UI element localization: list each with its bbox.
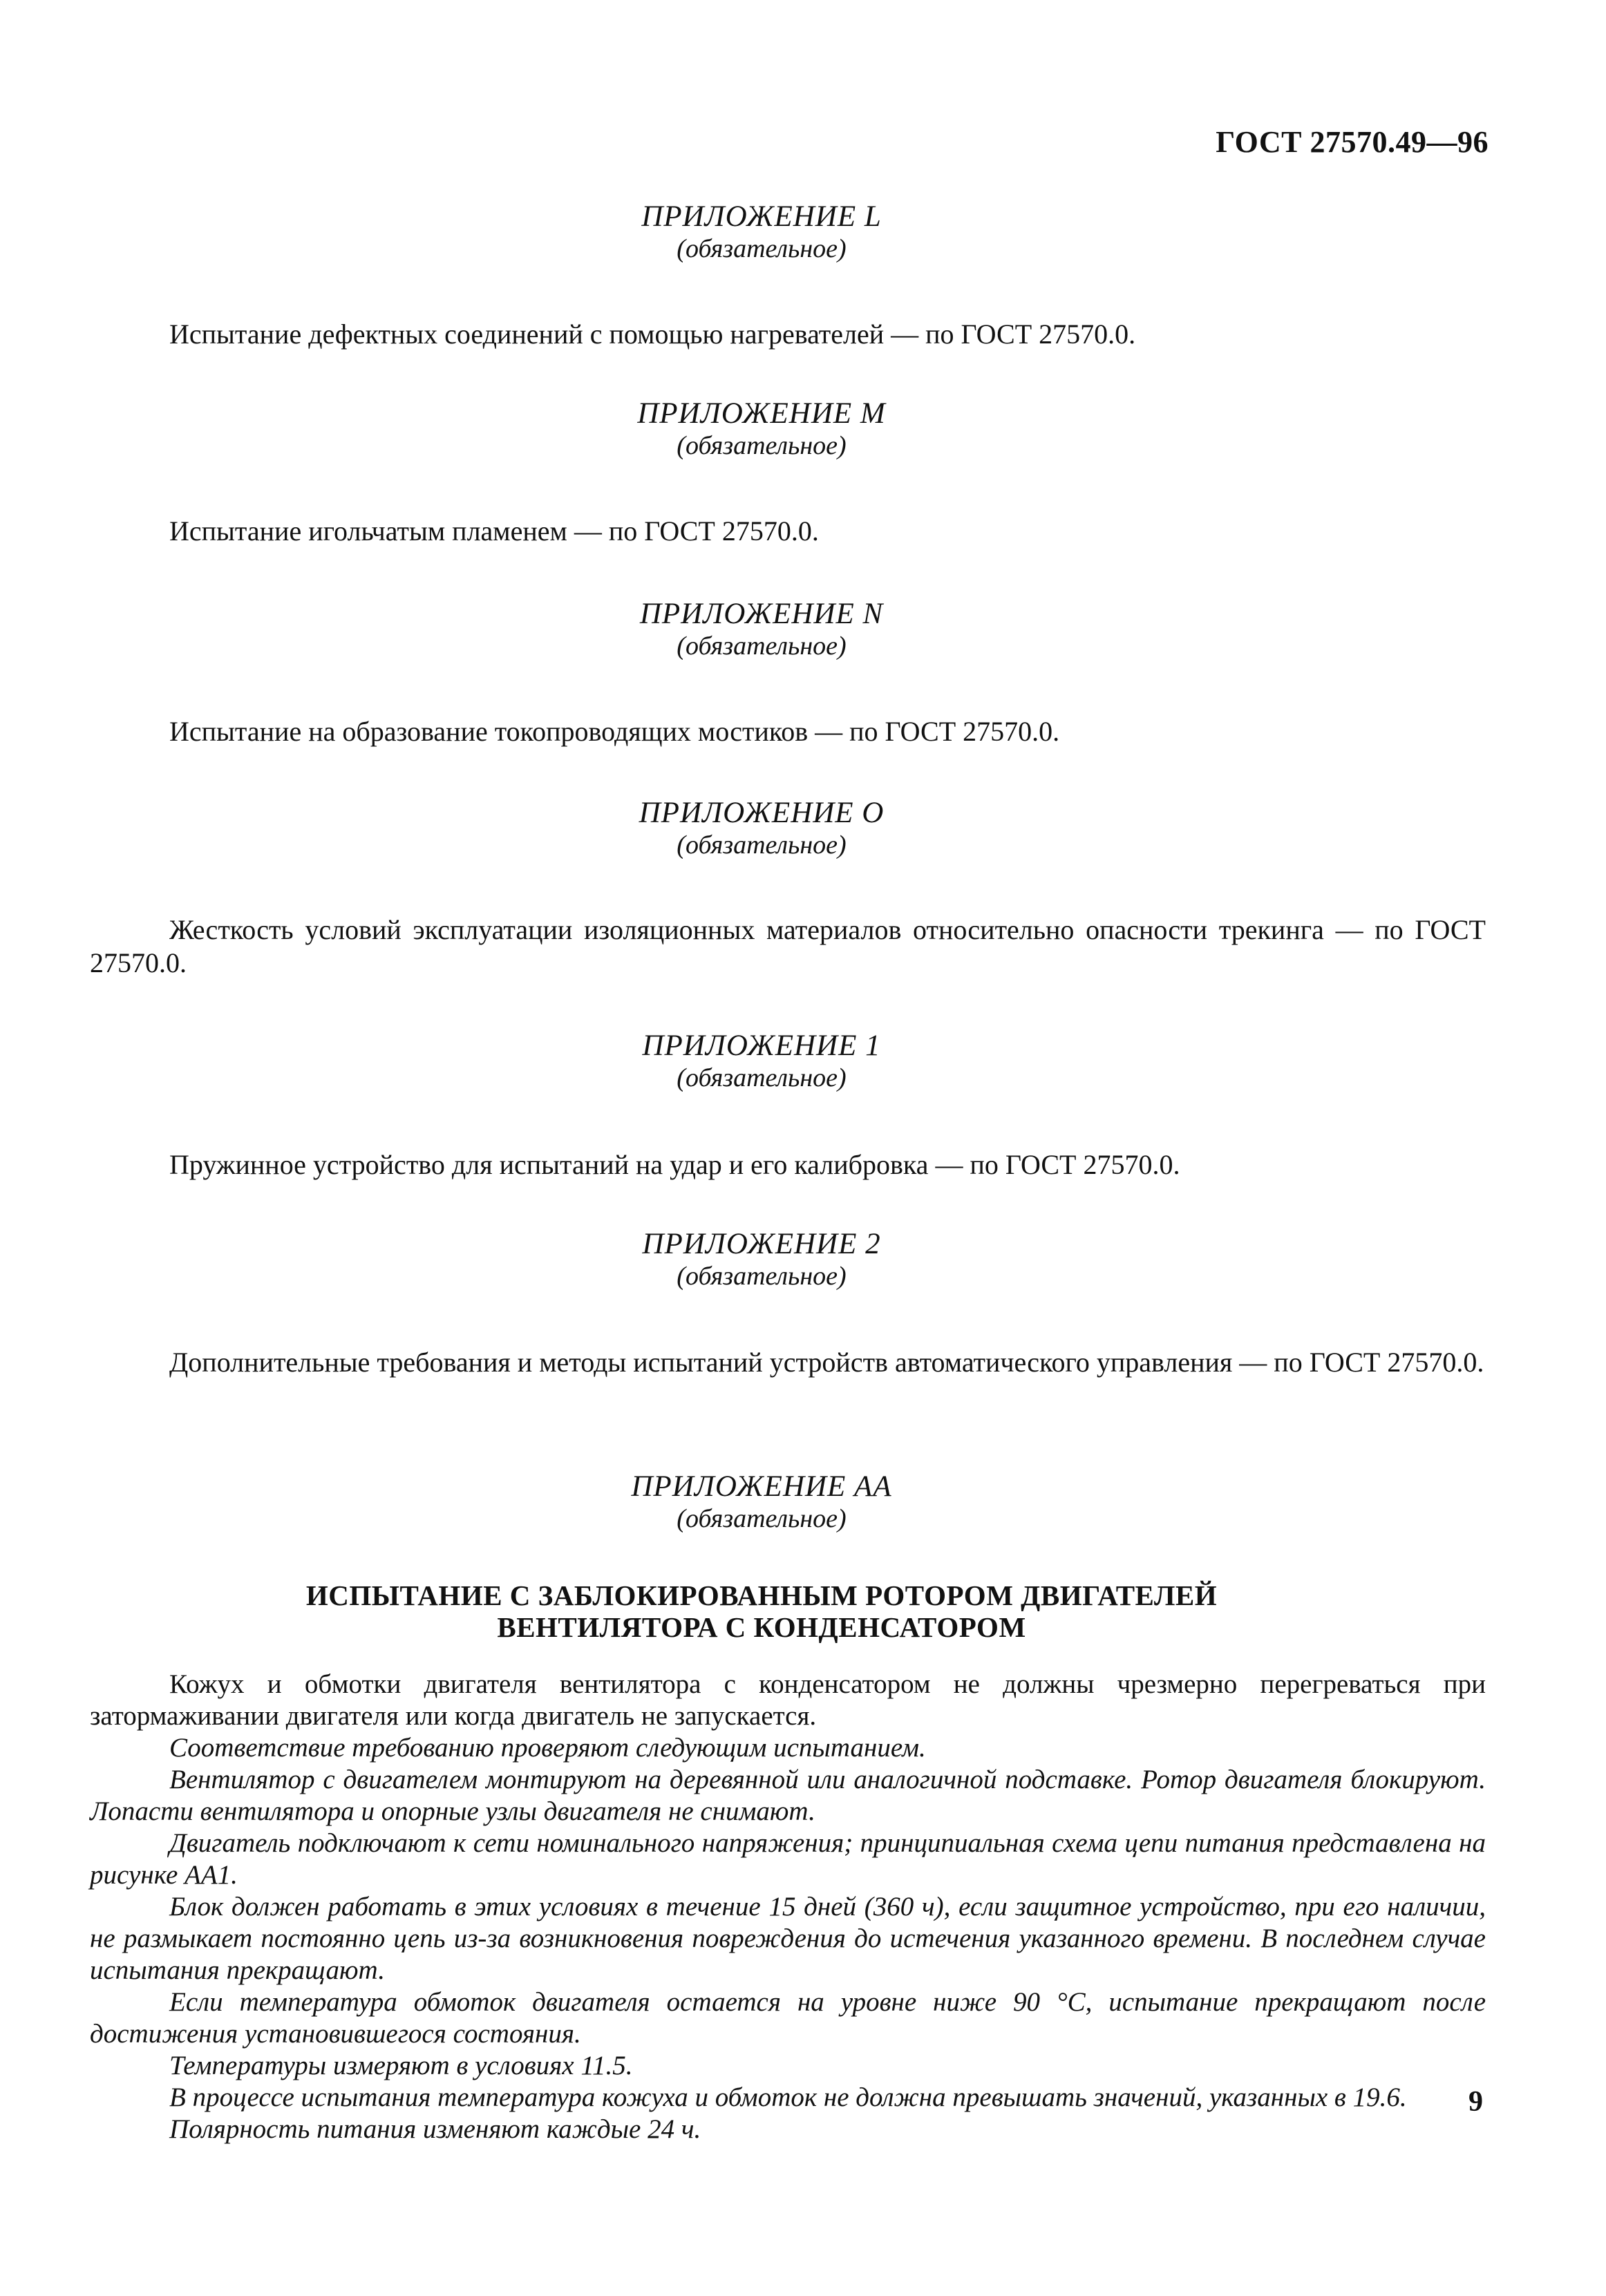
appendix-heading-m (0, 397, 1565, 461)
paragraph-8: В процессе испытания температура кожуха и обмоток не должна превышать значений, указанных в 19.6. (169, 2082, 1407, 2112)
appendix-note: (обязательное) (677, 1262, 847, 1291)
appendix-note: (обязательное) (677, 1504, 847, 1533)
page-number: 9 (1468, 2086, 1483, 2118)
appendix-text-m: Испытание игольчатым пламенем — по ГОСТ 27570.0. (169, 515, 819, 547)
appendix-note: (обязательное) (677, 831, 847, 860)
paragraph-4: Двигатель подключают к сети номинального напряжения; принципиальная схема цепи питания представлена на рисунке АА1. (90, 1828, 1486, 1890)
appendix-heading-aa (0, 1470, 1565, 1534)
appendix-title: ПРИЛОЖЕНИЕ L (641, 200, 882, 233)
appendix-note: (обязательное) (677, 234, 847, 263)
appendix-note: (обязательное) (677, 632, 847, 661)
section-title (0, 1579, 1565, 1643)
appendix-text-n: Испытание на образование токопроводящих мостиков — по ГОСТ 27570.0. (169, 716, 1060, 747)
section-body (90, 1669, 1486, 2145)
paragraph-7: Температуры измеряют в условиях 11.5. (169, 2051, 633, 2080)
paragraph-5: Блок должен работать в этих условиях в течение 15 дней (360 ч), если защитное устройство, при его наличии, не размыкает постоянно цепь из-за возникновения повреждения до истечения указанного времени. В последнем случае испытания прекращают. (90, 1892, 1486, 1985)
appendix-title: ПРИЛОЖЕНИЕ N (639, 598, 884, 630)
document-code: ГОСТ 27570.49—96 (1216, 125, 1489, 159)
appendix-heading-1 (0, 1030, 1565, 1093)
appendix-note: (обязательное) (677, 1063, 847, 1092)
appendix-title: ПРИЛОЖЕНИЕ 1 (642, 1030, 881, 1062)
paragraph-3: Вентилятор с двигателем монтируют на деревянной или аналогичной подставке. Ротор двигателя блокируют. Лопасти вентилятора и опорные узлы двигателя не снимают. (90, 1765, 1486, 1826)
paragraph-2: Соответствие требованию проверяют следующим испытанием. (169, 1733, 926, 1763)
appendix-title: ПРИЛОЖЕНИЕ 2 (642, 1228, 881, 1260)
appendix-title: ПРИЛОЖЕНИЕ АА (631, 1470, 892, 1503)
appendix-text-1: Пружинное устройство для испытаний на удар и его калибровка — по ГОСТ 27570.0. (169, 1149, 1180, 1180)
appendix-text-2: Дополнительные требования и методы испытаний устройств автоматического управления — по ГОСТ 27570.0. (169, 1347, 1484, 1378)
appendix-title: ПРИЛОЖЕНИЕ O (639, 797, 885, 829)
appendix-heading-2 (0, 1228, 1565, 1291)
section-title-line-1: ИСПЫТАНИЕ С ЗАБЛОКИРОВАННЫМ РОТОРОМ ДВИГАТЕЛЕЙ (305, 1579, 1218, 1611)
section-title-line-2: ВЕНТИЛЯТОРА С КОНДЕНСАТОРОМ (497, 1611, 1026, 1643)
appendix-title: ПРИЛОЖЕНИЕ M (637, 397, 886, 430)
appendix-heading-o (0, 797, 1565, 860)
appendix-heading-l (0, 200, 1565, 264)
appendix-heading-n (0, 598, 1565, 661)
paragraph-6: Если температура обмоток двигателя остается на уровне ниже 90 °С, испытание прекращают после достижения установившегося состояния. (90, 1987, 1486, 2049)
paragraph-1: Кожух и обмотки двигателя вентилятора с конденсатором не должны чрезмерно перегреваться при затормаживании двигателя или когда двигатель не запускается. (90, 1669, 1486, 1731)
paragraph-9: Полярность питания изменяют каждые 24 ч. (169, 2114, 701, 2144)
appendix-text-l: Испытание дефектных соединений с помощью нагревателей — по ГОСТ 27570.0. (169, 319, 1136, 350)
appendix-note: (обязательное) (677, 431, 847, 460)
appendix-text-o: Жесткость условий эксплуатации изоляционных материалов относительно опасности трекинга — по ГОСТ 27570.0. (90, 914, 1486, 978)
